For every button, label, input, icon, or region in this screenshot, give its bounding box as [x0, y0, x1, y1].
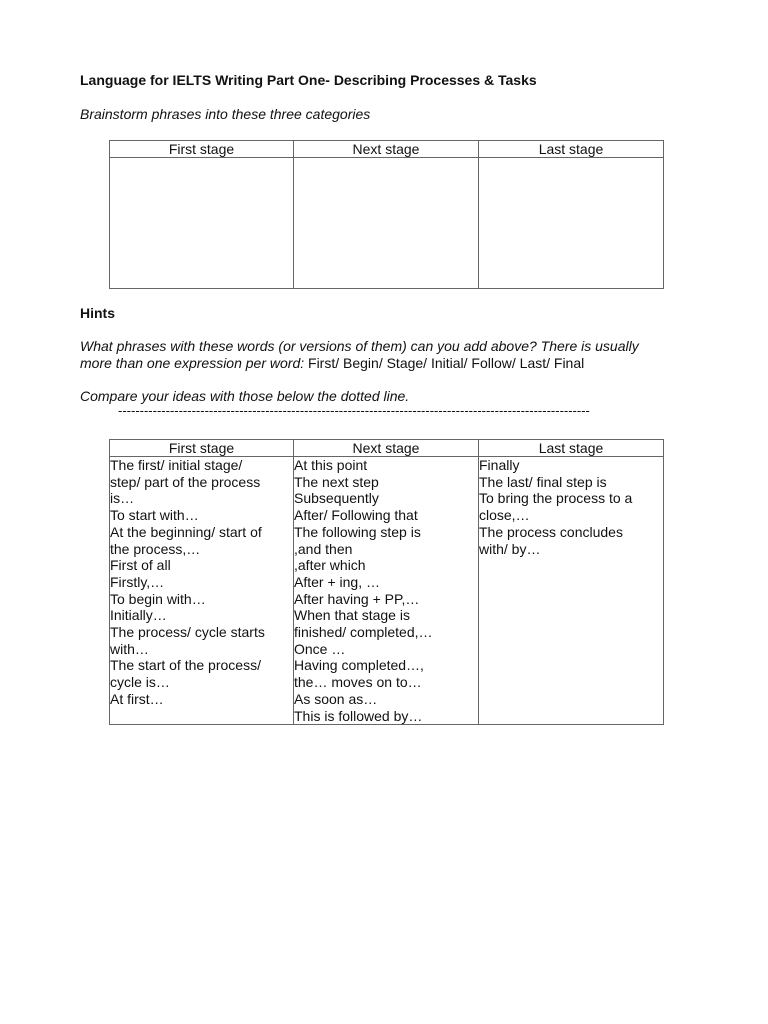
phrase-line: Once … — [294, 640, 346, 657]
phrase-line: First of all — [110, 557, 171, 574]
last-stage-phrases — [479, 457, 664, 725]
phrase-line: with/ by… — [479, 540, 541, 557]
phrase-line: To bring the process to a — [479, 490, 633, 507]
blank-header-first: First stage — [110, 141, 294, 158]
blank-header-next: Next stage — [294, 141, 479, 158]
blank-brainstorm-table — [109, 140, 664, 289]
phrase-line: The process/ cycle starts — [110, 624, 265, 641]
phrase-line: cycle is… — [110, 674, 170, 691]
phrase-line: This is followed by… — [294, 707, 423, 724]
phrase-line: At first… — [110, 690, 164, 707]
phrase-line: When that stage is — [294, 607, 410, 624]
phrase-line: close,… — [479, 507, 530, 524]
phrase-line: The last/ final step is — [479, 473, 607, 490]
phrase-line: Finally — [479, 457, 520, 473]
phrase-line: is… — [110, 490, 135, 507]
dotted-line: ------------------------------------------------------------------------------------------------------------- — [118, 403, 590, 418]
phrase-line: At the beginning/ start of — [110, 523, 262, 540]
phrase-line: After having + PP,… — [294, 590, 420, 607]
phrase-line: step/ part of the process — [110, 473, 261, 490]
phrase-line: The following step is — [294, 523, 421, 540]
hints-question — [80, 338, 639, 372]
page-title: Language for IELTS Writing Part One- Describing Processes & Tasks — [80, 72, 537, 88]
phrase-line: To start with… — [110, 507, 199, 524]
phrase-line: After + ing, … — [294, 573, 380, 590]
answer-phrases-table — [109, 439, 664, 725]
phrase-line: At this point — [294, 457, 368, 473]
phrase-line: The start of the process/ — [110, 657, 261, 674]
phrase-line: Subsequently — [294, 490, 379, 507]
compare-instruction: Compare your ideas with those below the dotted line. — [80, 388, 410, 404]
phrase-line: Firstly,… — [110, 573, 165, 590]
phrase-line: Initially… — [110, 607, 167, 624]
phrase-line: As soon as… — [294, 690, 378, 707]
phrase-line: The first/ initial stage/ — [110, 457, 243, 473]
instructions: Brainstorm phrases into these three categories — [80, 106, 371, 122]
hints-question-line2: more than one expression per word: — [80, 355, 305, 371]
phrase-line: The next step — [294, 473, 379, 490]
answer-header-next: Next stage — [294, 440, 479, 457]
phrase-line: the… moves on to… — [294, 674, 422, 691]
blank-cell-last — [479, 158, 664, 289]
phrase-line: To begin with… — [110, 590, 206, 607]
phrase-line: with… — [110, 640, 149, 657]
hints-heading: Hints — [80, 305, 115, 321]
next-stage-phrases — [294, 457, 479, 725]
answer-header-last: Last stage — [479, 440, 664, 457]
phrase-line: ,and then — [294, 540, 353, 557]
phrase-line: After/ Following that — [294, 507, 418, 524]
blank-cell-next — [294, 158, 479, 289]
phrase-line: Having completed…, — [294, 657, 424, 674]
hints-keywords: First/ Begin/ Stage/ Initial/ Follow/ Last/ Final — [304, 355, 585, 371]
phrase-line: ,after which — [294, 557, 366, 574]
blank-header-last: Last stage — [479, 141, 664, 158]
phrase-line: The process concludes — [479, 523, 623, 540]
phrase-line: the process,… — [110, 540, 201, 557]
phrase-line: finished/ completed,… — [294, 624, 433, 641]
answer-header-first: First stage — [110, 440, 294, 457]
hints-question-line1: What phrases with these words (or versions of them) can you add above? There is usually — [80, 338, 639, 354]
first-stage-phrases — [110, 457, 294, 725]
blank-cell-first — [110, 158, 294, 289]
